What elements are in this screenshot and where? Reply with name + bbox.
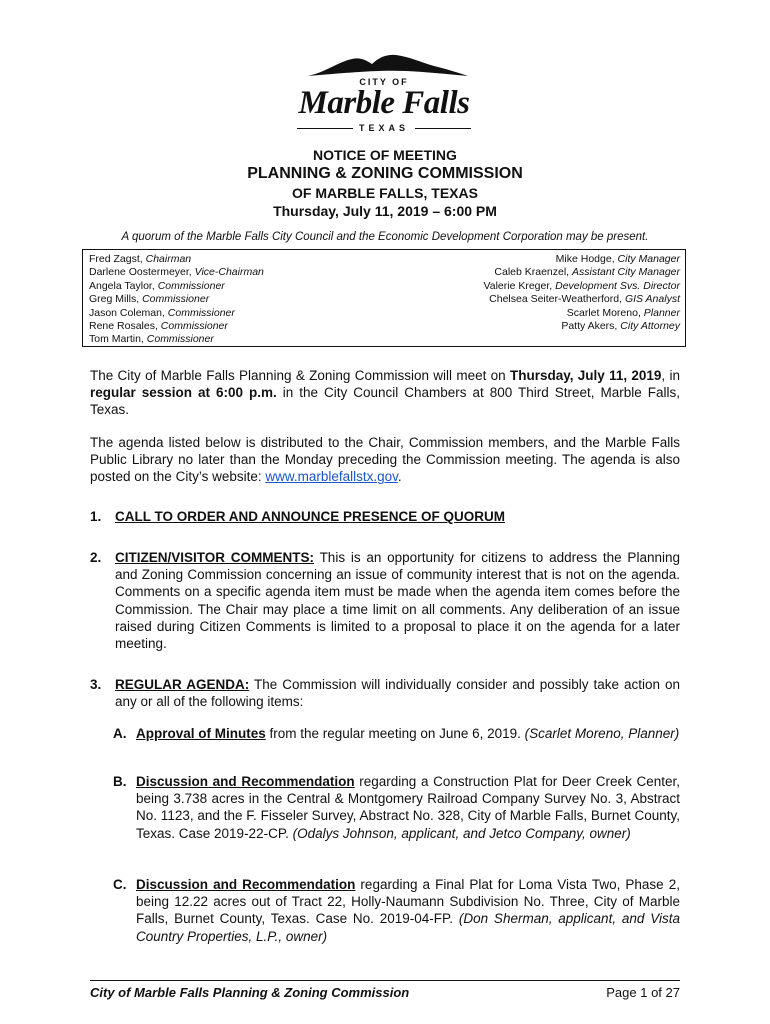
agenda-subitem-a: A. Approval of Minutes from the regular meeting on June 6, 2019. (Scarlet Moreno, Planner) <box>113 726 680 741</box>
agenda-item-2: 2. CITIZEN/VISITOR COMMENTS: This is an opportunity for citizens to address the Planning and Zoning Commission concerning an issue of community interest that is not on the agenda. Comments on a specific agenda item must be made when the agenda item comes before the Commission. The Chair may place a time limit on all comments. Any deliberation of an issue raised during Citizen Comments is limited to a proposal to place it on the agenda for a later meeting. <box>90 550 680 652</box>
staff-line: Scarlet Moreno, Planner <box>566 306 680 319</box>
notice-title: NOTICE OF MEETING <box>313 147 457 163</box>
subitem-heading: Approval of Minutes <box>136 726 266 741</box>
footer-title: City of Marble Falls Planning & Zoning Commission <box>90 985 410 1000</box>
commission-title: PLANNING & ZONING COMMISSION <box>247 165 523 182</box>
subitem-heading: Discussion and Recommendation <box>136 877 356 892</box>
city-logo <box>286 52 482 136</box>
member-line: Darlene Oostermeyer, Vice-Chairman <box>89 266 264 279</box>
subitem-heading: Discussion and Recommendation <box>136 774 355 789</box>
page-number: Page 1 of 27 <box>606 985 680 1000</box>
agenda-subitem-b: B. Discussion and Recommendation regarding a Construction Plat for Deer Creek Center, being 3.738 acres in the Central & Montgomery Railroad Company Survey No. 3, Abstract No. 1123, and the F. Fisseler Survey, Abstract No. 328, City of Marble Falls, Burnet County, Texas. Case 2019-22-CP. (Odalys Johnson, applicant, and Jetco Company, owner) <box>113 774 680 841</box>
staff-line: Patty Akers, City Attorney <box>561 320 680 333</box>
roster-box <box>82 249 686 347</box>
logo-rule-right <box>415 128 471 129</box>
footer-rule <box>90 980 680 981</box>
agenda-item-1: 1. CALL TO ORDER AND ANNOUNCE PRESENCE OF QUORUM <box>90 509 506 524</box>
logo-wordmark: Marble Falls <box>298 85 470 121</box>
intro-paragraph: The City of Marble Falls Planning & Zoning Commission will meet on Thursday, July 11, 2019, in regular session at 6:00 p.m. in the City Council Chambers at 800 Third Street, Marble Falls, Texas. <box>90 368 680 418</box>
website-link[interactable]: www.marblefallstx.gov <box>265 469 398 485</box>
staff-line: Mike Hodge, City Manager <box>555 253 680 265</box>
staff-line: Valerie Kreger, Development Svs. Director <box>483 279 680 292</box>
distribution-paragraph: The agenda listed below is distributed to the Chair, Commission members, and the Marble Falls Public Library no later than the Monday preceding the Commission meeting. The agenda is also posted on the City’s website: www.marblefallstx.gov. <box>90 435 680 485</box>
member-line: Fred Zagst, Chairman <box>89 253 192 265</box>
agenda-item-3: 3. REGULAR AGENDA: The Commission will individually consider and possibly take action on any or all of the following items: <box>90 677 680 710</box>
agenda-heading: CALL TO ORDER AND ANNOUNCE PRESENCE OF QUORUM <box>115 509 506 524</box>
staff-list <box>484 253 680 333</box>
quorum-note: A quorum of the Marble Falls City Council and the Economic Development Corporation may be present. <box>121 231 649 243</box>
staff-line: Caleb Kraenzel, Assistant City Manager <box>494 266 680 279</box>
city-title: OF MARBLE FALLS, TEXAS <box>292 185 478 201</box>
agenda-heading: REGULAR AGENDA: <box>115 677 250 692</box>
member-line: Jason Coleman, Commissioner <box>89 306 235 319</box>
members-list <box>89 253 264 347</box>
logo-state-row <box>286 122 482 134</box>
agenda-heading: CITIZEN/VISITOR COMMENTS: <box>115 550 315 565</box>
agenda-subitem-c: C. Discussion and Recommendation regarding a Final Plat for Loma Vista Two, Phase 2, being 12.22 acres out of Tract 22, Holly-Naumann Subdivision No. Three, City of Marble Falls, Burnet County, Texas. Case No. 2019-04-FP. (Don Sherman, applicant, and Vista Country Properties, L.P., owner) <box>113 877 680 944</box>
member-line: Rene Rosales, Commissioner <box>89 320 228 333</box>
logo-city-of: CITY OF <box>359 77 409 87</box>
logo-state: TEXAS <box>358 123 409 133</box>
meeting-date: Thursday, July 11, 2019 – 6:00 PM <box>273 203 497 219</box>
member-line: Greg Mills, Commissioner <box>89 293 210 306</box>
member-line: Tom Martin, Commissioner <box>89 333 214 346</box>
logo-rule-left <box>297 128 353 129</box>
hills-icon <box>286 52 482 78</box>
title-block <box>0 146 770 220</box>
member-line: Angela Taylor, Commissioner <box>89 279 225 292</box>
staff-line: Chelsea Seiter-Weatherford, GIS Analyst <box>489 293 680 306</box>
